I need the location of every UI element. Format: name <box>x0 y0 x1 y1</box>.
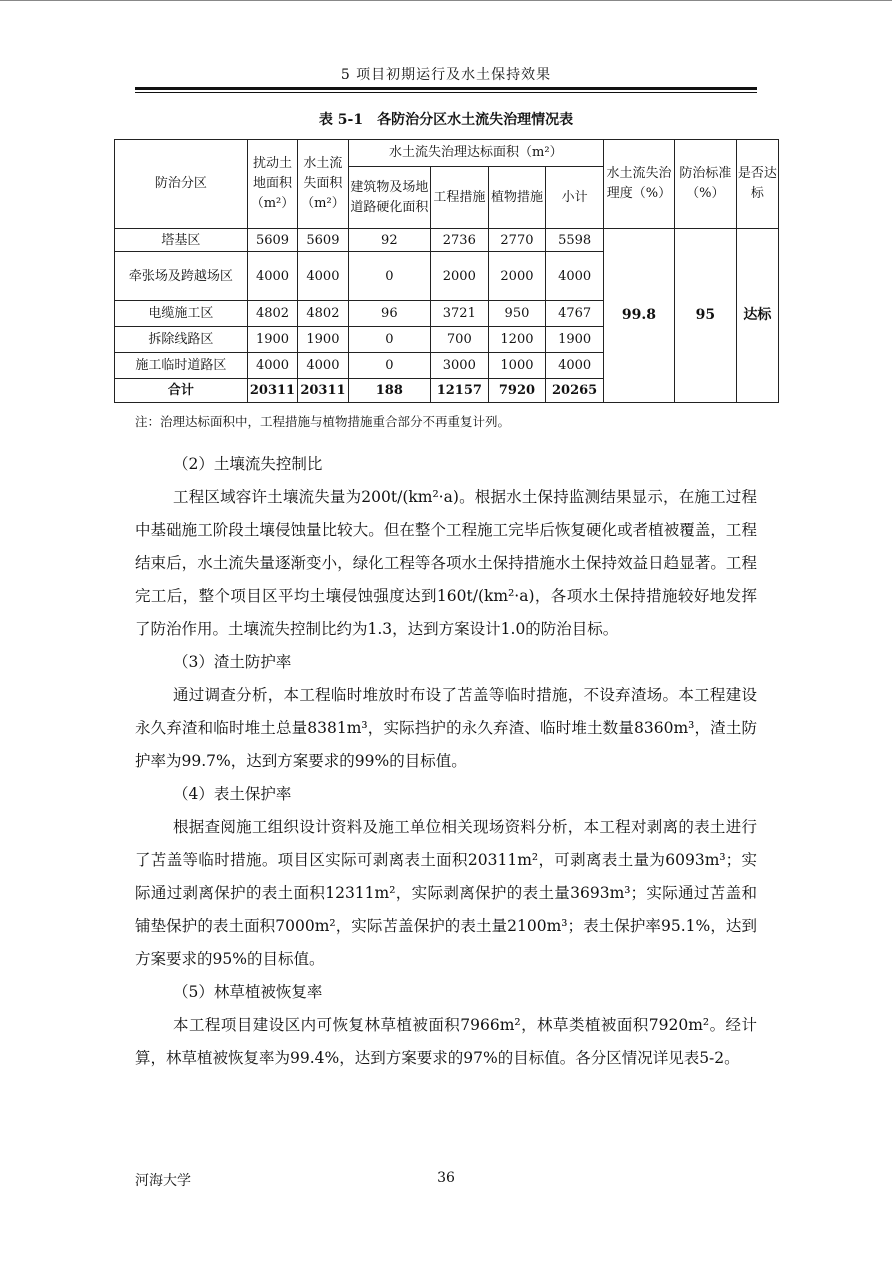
section-heading-5: （5）林草植被恢复率 <box>173 983 323 1001</box>
cell-zone: 电缆施工区 <box>115 301 248 327</box>
cell-engineering: 2736 <box>431 229 489 252</box>
footer-institution: 河海大学 <box>135 1173 191 1189</box>
cell-subtotal: 5598 <box>546 229 604 252</box>
page-number: 36 <box>437 1170 455 1186</box>
cell-reached: 达标 <box>736 229 778 403</box>
cell-engineering: 700 <box>431 327 489 353</box>
cell-total-engineering: 12157 <box>431 379 489 403</box>
cell-disturbed: 4000 <box>247 353 297 379</box>
header-engineering: 工程措施 <box>431 167 489 229</box>
cell-total-plant: 7920 <box>488 379 546 403</box>
table-caption: 表 5-1 各防治分区水土流失治理情况表 <box>318 112 574 128</box>
cell-plant: 2770 <box>488 229 546 252</box>
paragraph-vegetation-recovery: 本工程项目建设区内可恢复林草植被面积7966m²，林草类植被面积7920m²。经计算，林草植被恢复率为99.4%，达到方案要求的97%的目标值。各分区情况详见表5-2。 <box>135 1016 757 1067</box>
table-note: 注：治理达标面积中，工程措施与植物措施重合部分不再重复计列。 <box>135 414 511 429</box>
section-heading-4: （4）表土保护率 <box>173 785 292 803</box>
cell-rate: 99.8 <box>603 229 674 403</box>
page-top-border <box>0 0 892 1</box>
header-zone: 防治分区 <box>115 140 248 229</box>
cell-engineering: 2000 <box>431 252 489 301</box>
cell-total-zone: 合计 <box>115 379 248 403</box>
header-disturbed: 扰动土地面积（m²） <box>247 140 297 229</box>
table-row <box>115 229 779 252</box>
cell-disturbed: 4802 <box>247 301 297 327</box>
cell-engineering: 3000 <box>431 353 489 379</box>
cell-zone: 拆除线路区 <box>115 327 248 353</box>
cell-total-building: 188 <box>348 379 430 403</box>
header-eroded: 水土流失面积（m²） <box>298 140 348 229</box>
cell-subtotal: 4000 <box>546 252 604 301</box>
header-rate: 水土流失治理度（%） <box>603 140 674 229</box>
cell-plant: 1000 <box>488 353 546 379</box>
header-building: 建筑物及场地道路硬化面积 <box>348 167 430 229</box>
header-reached: 是否达标 <box>736 140 778 229</box>
header-rule-thick <box>135 87 757 90</box>
header-standard: 防治标准（%） <box>674 140 736 229</box>
cell-engineering: 3721 <box>431 301 489 327</box>
cell-eroded: 4802 <box>298 301 348 327</box>
cell-eroded: 5609 <box>298 229 348 252</box>
cell-eroded: 4000 <box>298 252 348 301</box>
header-rule-thin <box>135 92 757 93</box>
cell-subtotal: 4767 <box>546 301 604 327</box>
paragraph-spoil-protection: 通过调查分析，本工程临时堆放时布设了苫盖等临时措施，不设弃渣场。本工程建设永久弃渣和临时堆土总量8381m³，实际挡护的永久弃渣、临时堆土数量8360m³，渣土防护率为99.7%，达到方案要求的99%的目标值。 <box>135 686 757 770</box>
cell-zone: 施工临时道路区 <box>115 353 248 379</box>
cell-subtotal: 4000 <box>546 353 604 379</box>
cell-total-disturbed: 20311 <box>247 379 297 403</box>
cell-zone: 塔基区 <box>115 229 248 252</box>
cell-building: 92 <box>348 229 430 252</box>
cell-total-eroded: 20311 <box>298 379 348 403</box>
cell-total-subtotal: 20265 <box>546 379 604 403</box>
cell-standard: 95 <box>674 229 736 403</box>
cell-plant: 1200 <box>488 327 546 353</box>
cell-plant: 2000 <box>488 252 546 301</box>
cell-disturbed: 4000 <box>247 252 297 301</box>
paragraph-topsoil-protection: 根据查阅施工组织设计资料及施工单位相关现场资料分析，本工程对剥离的表土进行了苫盖等临时措施。项目区实际可剥离表土面积20311m²，可剥离表土量为6093m³；实际通过剥离保护的表土面积12311m²，实际剥离保护的表土量3693m³；实际通过苫盖和铺垫保护的表土面积7000m²，实际苫盖保护的表土量2100m³；表土保护率95.1%，达到方案要求的95%的目标值。 <box>135 818 757 968</box>
header-qualified: 水土流失治理达标面积（m²） <box>348 140 603 167</box>
header-subtotal: 小计 <box>546 167 604 229</box>
running-header: 5 项目初期运行及水土保持效果 <box>340 67 552 83</box>
cell-plant: 950 <box>488 301 546 327</box>
cell-disturbed: 1900 <box>247 327 297 353</box>
section-heading-3: （3）渣土防护率 <box>173 653 292 671</box>
cell-disturbed: 5609 <box>247 229 297 252</box>
cell-building: 0 <box>348 252 430 301</box>
erosion-control-table <box>114 139 779 403</box>
cell-zone: 牵张场及跨越场区 <box>115 252 248 301</box>
header-plant: 植物措施 <box>488 167 546 229</box>
cell-eroded: 4000 <box>298 353 348 379</box>
cell-building: 96 <box>348 301 430 327</box>
cell-building: 0 <box>348 353 430 379</box>
cell-eroded: 1900 <box>298 327 348 353</box>
cell-subtotal: 1900 <box>546 327 604 353</box>
paragraph-soil-loss-ratio: 工程区域容许土壤流失量为200t/(km²·a)。根据水土保持监测结果显示，在施工过程中基础施工阶段土壤侵蚀量比较大。但在整个工程施工完毕后恢复硬化或者植被覆盖，工程结束后，水土流失量逐渐变小，绿化工程等各项水土保持措施水土保持效益日趋显著。工程完工后，整个项目区平均土壤侵蚀强度达到160t/(km²·a)，各项水土保持措施较好地发挥了防治作用。土壤流失控制比约为1.3，达到方案设计1.0的防治目标。 <box>135 488 757 638</box>
cell-building: 0 <box>348 327 430 353</box>
body-text <box>135 448 757 1075</box>
section-heading-2: （2）土壤流失控制比 <box>173 455 323 473</box>
